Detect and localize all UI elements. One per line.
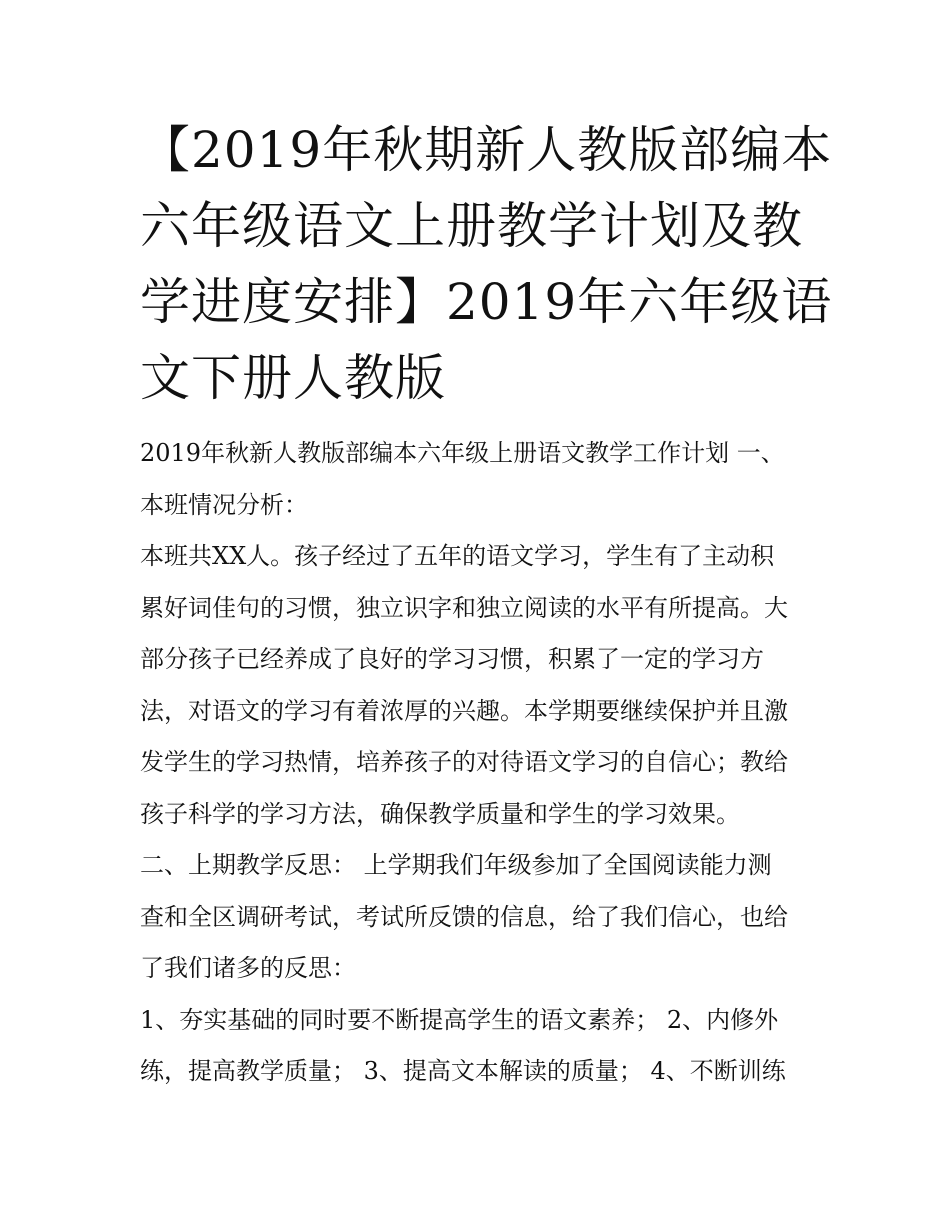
document-title <box>140 112 833 416</box>
body-line: 发学生的学习热情，培养孩子的对待语文学习的自信心；教给 <box>140 748 788 776</box>
document-content <box>140 112 833 1098</box>
body-line: 二、上期教学反思： 上学期我们年级参加了全国阅读能力测 <box>140 851 772 879</box>
body-line: 累好词佳句的习惯，独立识字和独立阅读的水平有所提高。大 <box>140 593 788 622</box>
document-body <box>140 428 820 1098</box>
body-line: 部分孩子已经养成了良好的学习习惯，积累了一定的学习方 <box>140 645 764 673</box>
body-line: 孩子科学的学习方法，确保教学质量和学生的学习效果。 <box>140 799 740 828</box>
title-line: 文下册人教版 <box>140 349 446 407</box>
body-line: 查和全区调研考试，考试所反馈的信息，给了我们信心，也给 <box>140 902 788 931</box>
body-line: 2019年秋新人教版部编本六年级上册语文教学工作计划 一、 <box>140 439 785 467</box>
body-line: 法，对语文的学习有着浓厚的兴趣。本学期要继续保护并且激 <box>140 696 788 725</box>
body-line: 了我们诸多的反思： <box>140 954 356 982</box>
body-line: 1、夯实基础的同时要不断提高学生的语文素养； 2、内修外 <box>140 1005 779 1034</box>
title-line: 【2019年秋期新人教版部编本 <box>140 121 833 179</box>
title-line: 六年级语文上册教学计划及教 <box>140 197 803 255</box>
body-line: 练，提高教学质量； 3、提高文本解读的质量； 4、不断训练 <box>140 1057 786 1085</box>
body-line: 本班共XX人。孩子经过了五年的语文学习，学生有了主动积 <box>140 542 775 570</box>
body-line: 本班情况分析： <box>140 490 308 519</box>
title-line: 学进度安排】2019年六年级语 <box>140 273 833 331</box>
